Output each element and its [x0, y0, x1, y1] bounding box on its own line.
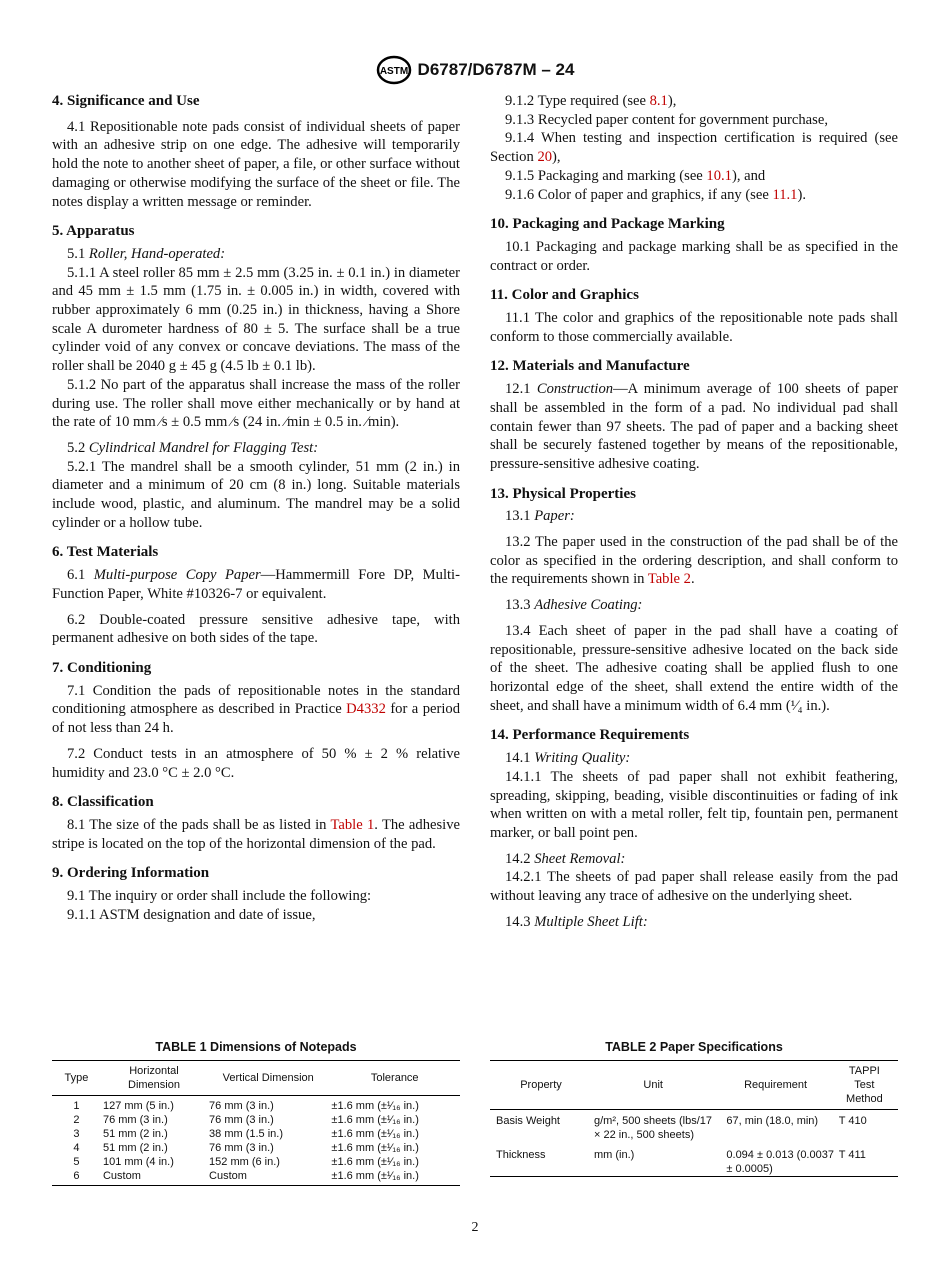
table-2 — [490, 1040, 898, 1177]
paragraph: 10.1 Packaging and package marking shall be as specified in the contract or order. — [490, 238, 898, 274]
link-table-1[interactable]: Table 1 — [330, 816, 375, 833]
paragraph: 9.1.5 Packaging and marking (see 10.1), and — [505, 167, 766, 184]
table-header-row — [52, 1061, 460, 1096]
paragraph: 13.3 Adhesive Coating: — [505, 597, 643, 614]
paragraph: 4.1 Repositionable note pads consist of individual sheets of paper with an adhesive strip on one edge. The adhesive will temporarily hold the note to another sheet of paper, a file, or other surface without damaging or otherwise modifying the surface of the sheet or file. The notes display a written message or reminder. — [52, 118, 460, 210]
table-title: TABLE 1 Dimensions of Notepads — [155, 1040, 357, 1054]
link-8-1[interactable]: 8.1 — [649, 93, 668, 109]
page-header — [0, 55, 950, 85]
link-d4332[interactable]: D4332 — [346, 701, 386, 718]
table-row: 6 Custom Custom ±1.6 mm (±¹⁄₁₆ in.) — [73, 1169, 419, 1182]
table-row: Basis Weight g/m², 500 sheets (lbs/17 × 22 in., 500 sheets) 67, min (18.0, min) T 410 — [496, 1114, 867, 1141]
paragraph: 14.1 Writing Quality: — [505, 750, 631, 767]
column-header: Property — [520, 1079, 562, 1091]
section-heading: 11. Color and Graphics — [490, 287, 639, 304]
section-heading: 13. Physical Properties — [490, 485, 636, 502]
paragraph: 9.1.6 Color of paper and graphics, if any (see 11.1). — [505, 186, 806, 203]
paragraph: 9.1.3 Recycled paper content for government purchase, — [505, 111, 828, 128]
paragraph: 9.1 The inquiry or order shall include the following: — [67, 888, 372, 905]
table-header-row — [490, 1061, 898, 1110]
table-row: 4 51 mm (2 in.) 76 mm (3 in.) ±1.6 mm (±¹⁄₁₆ in.) — [73, 1141, 419, 1154]
column-header: Vertical Dimension — [222, 1072, 314, 1084]
column-header: Tolerance — [370, 1072, 419, 1084]
paragraph: 11.1 The color and graphics of the repositionable note pads shall conform to those commercially available. — [490, 310, 898, 345]
table-row: 3 51 mm (2 in.) 38 mm (1.5 in.) ±1.6 mm (±¹⁄₁₆ in.) — [73, 1127, 419, 1140]
section-heading: 8. Classification — [52, 794, 154, 811]
paragraph: 12.1 Construction—A minimum average of 100 sheets of paper shall be assembled in the form of a pad. No individual pad shall contain fewer than 97 sheets. The pad of paper and a backing sheet shall be securely fastened together by means of the repositionable, pressure-sensitive adhesive coating. — [490, 381, 898, 472]
paragraph: 13.1 Paper: — [505, 508, 575, 525]
paragraph: 9.1.2 Type required (see 8.1), — [505, 93, 677, 109]
paragraph: 9.1.4 When testing and inspection certification is required (see Section 20), — [490, 130, 898, 166]
section-heading: 10. Packaging and Package Marking — [490, 216, 725, 233]
paragraph: 13.4 Each sheet of paper in the pad shall have a coating of repositionable, pressure-sensitive adhesive located on the back side of the sheet. The adhesive coating shall be applied flush to one horizontal edge of the sheet, shall extend the entire width of the sheet, and shall have a minimum width of 6.4 mm (¹⁄₄ in.). — [490, 622, 898, 714]
link-10-1[interactable]: 10.1 — [706, 167, 732, 184]
paragraph: 5.1.2 No part of the apparatus shall increase the mass of the roller during use. The roller shall move either mechanically or by hand at the rate of 10 mm ⁄s ± 0.5 mm ⁄s (24 in. ⁄min ± 0.5 in. ⁄min). — [52, 376, 460, 431]
section-heading: 6. Test Materials — [52, 544, 159, 561]
paragraph: 14.1.1 The sheets of pad paper shall not exhibit feathering, spreading, skipping, beading, visible discontinuities or fading of ink when written on with a metal roller, felt tip, fountain pen, permanent marker, or ball point pen. — [490, 768, 898, 841]
astm-logo-icon — [376, 55, 412, 85]
paragraph: 7.2 Conduct tests in an atmosphere of 50 % ± 2 % relative humidity and 23.0 °C ± 2.0 °C. — [52, 745, 460, 781]
paragraph: 5.2.1 The mandrel shall be a smooth cylinder, 51 mm (2 in.) in diameter and a minimum of 20 cm (8 in.) long. Suitable materials include wood, plastic, and aluminum. The mandrel may be a solid cylinder or a hollow tube. — [52, 458, 460, 531]
paragraph: 6.2 Double-coated pressure sensitive adhesive tape, with permanent adhesive on both sides of the tape. — [52, 611, 460, 647]
paragraph: 8.1 The size of the pads shall be as listed in Table 1. The adhesive stripe is located on the top of the horizontal dimension of the pad. — [52, 816, 460, 852]
paragraph: 13.2 The paper used in the construction of the pad shall be of the color as specified in the ordering description, and shall conform to the requirements shown in Table 2. — [490, 534, 898, 588]
column-header: Horizontal Dimension — [128, 1065, 180, 1091]
section-heading: 7. Conditioning — [52, 659, 152, 676]
paragraph: 14.2 Sheet Removal: — [505, 850, 626, 867]
link-table-2[interactable]: Table 2 — [647, 571, 691, 588]
column-header: Requirement — [744, 1079, 808, 1091]
right-column — [490, 92, 898, 931]
paragraph: 6.1 Multi-purpose Copy Paper—Hammermill Fore DP, Multi-Function Paper, White #10326-7 or equivalent. — [52, 567, 460, 602]
table-row: 5 101 mm (4 in.) 152 mm (6 in.) ±1.6 mm (±¹⁄₁₆ in.) — [73, 1155, 419, 1168]
table-title: TABLE 2 Paper Specifications — [605, 1040, 783, 1054]
column-header: Unit — [643, 1079, 663, 1091]
paragraph: 7.1 Condition the pads of repositionable notes in the standard conditioning atmosphere as described in Practice D4332 for a period of not less than 24 h. — [52, 682, 460, 737]
page-number: 2 — [471, 1220, 479, 1235]
paragraph: 5.1.1 A steel roller 85 mm ± 2.5 mm (3.25 in. ± 0.1 in.) in diameter and 45 mm ± 1.5 mm (1.75 in. ± 0.005 in.) in width, covered with rubber approximately 6 mm (0.25 in.) in thickness, having a Shore scale A durometer hardness of 80 ± 5. The surface shall be a true cylinder void of any convex or concave deviations. The mass of the roller shall be 2040 g ± 45 g (4.5 lb ± 0.1 lb). — [52, 264, 460, 375]
column-header: Type — [64, 1072, 89, 1084]
table-row: 2 76 mm (3 in.) 76 mm (3 in.) ±1.6 mm (±¹⁄₁₆ in.) — [73, 1113, 419, 1126]
table-1 — [52, 1040, 460, 1186]
link-section-20[interactable]: 20 — [537, 149, 553, 166]
section-heading: 5. Apparatus — [52, 223, 135, 240]
table-row: Thickness mm (in.) 0.094 ± 0.013 (0.0037 ± 0.0005) T 411 — [496, 1148, 866, 1175]
section-heading: 9. Ordering Information — [52, 865, 210, 882]
left-column — [52, 92, 460, 924]
column-header: TAPPI Test Method — [846, 1065, 883, 1105]
paragraph: 14.2.1 The sheets of pad paper shall release easily from the pad without leaving any trace of adhesive on the underlying sheet. — [490, 869, 898, 905]
table-row: 1 127 mm (5 in.) 76 mm (3 in.) ±1.6 mm (±¹⁄₁₆ in.) — [73, 1099, 419, 1112]
svg-text:ASTM: ASTM — [379, 66, 408, 77]
paragraph: 5.2 Cylindrical Mandrel for Flagging Test: — [67, 439, 319, 456]
paragraph: 9.1.1 ASTM designation and date of issue, — [67, 906, 316, 923]
paragraph: 14.3 Multiple Sheet Lift: — [505, 913, 648, 930]
link-11-1[interactable]: 11.1 — [772, 186, 798, 203]
section-heading: 12. Materials and Manufacture — [490, 358, 690, 375]
section-heading: 14. Performance Requirements — [490, 727, 690, 744]
section-heading: 4. Significance and Use — [52, 93, 200, 109]
standard-designation: D6787/D6787M – 24 — [417, 60, 575, 79]
paragraph: 5.1 Roller, Hand-operated: — [67, 245, 226, 262]
